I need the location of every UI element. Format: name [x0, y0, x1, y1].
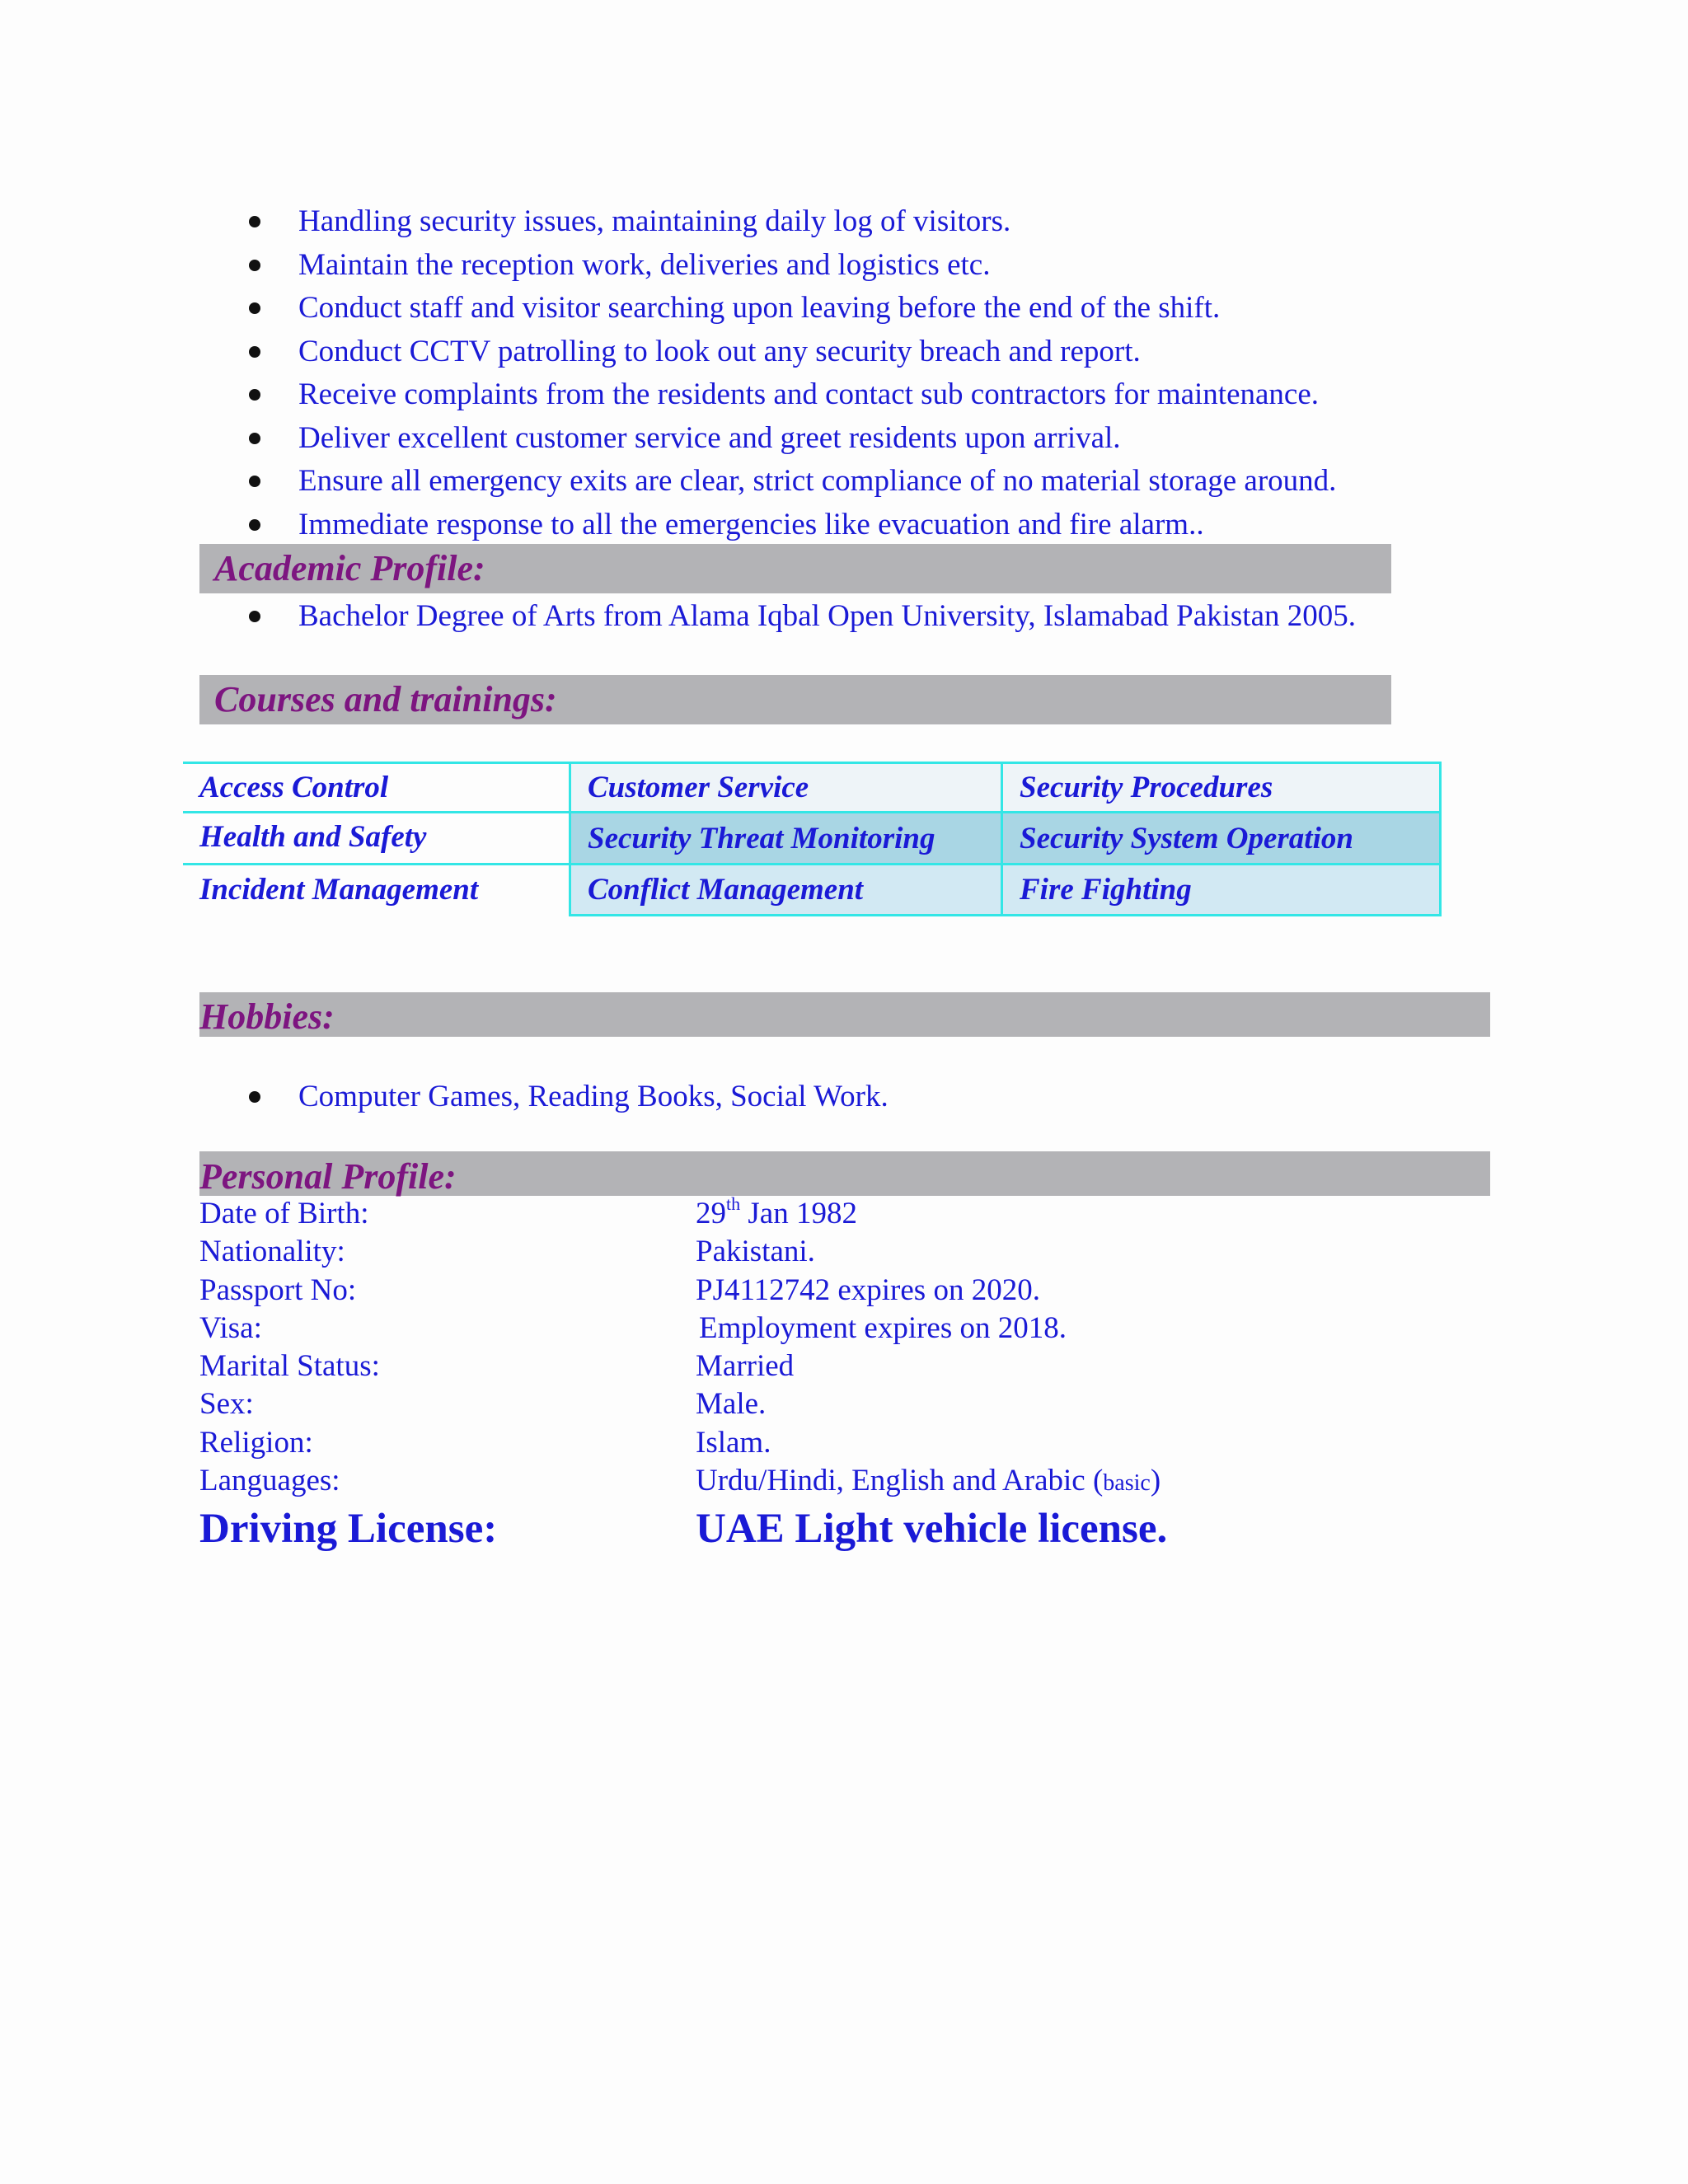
course-label: Security Threat Monitoring	[588, 821, 935, 855]
languages-note: basic	[1103, 1470, 1151, 1497]
academic-heading-text: Academic Profile:	[214, 548, 485, 588]
academic-list	[0, 595, 1356, 639]
bullet-icon	[249, 519, 260, 531]
personal-profile-details	[199, 1195, 1518, 1558]
marital-row	[199, 1347, 1518, 1385]
dob-row	[199, 1195, 1518, 1233]
religion-row	[199, 1424, 1518, 1462]
list-item-text: Maintain the reception work, deliveries and logistics etc.	[298, 247, 991, 282]
course-cell	[569, 762, 1003, 813]
course-label: Conflict Management	[588, 873, 864, 907]
nationality-row	[199, 1233, 1518, 1271]
list-item	[0, 287, 1336, 330]
course-label: Customer Service	[588, 771, 809, 804]
languages-label: Languages:	[199, 1464, 340, 1498]
course-cell	[183, 811, 569, 865]
academic-profile-heading	[199, 544, 1391, 593]
course-label: Incident Management	[199, 873, 479, 907]
bullet-icon	[249, 611, 260, 622]
list-item-text: Immediate response to all the emergencies like evacuation and fire alarm..	[298, 507, 1204, 541]
list-item	[0, 330, 1336, 374]
passport-row	[199, 1272, 1518, 1310]
list-item-text: Computer Games, Reading Books, Social Work.	[298, 1080, 889, 1113]
license-label: Driving License:	[199, 1506, 498, 1553]
languages-value	[696, 1462, 1160, 1502]
visa-label: Visa:	[199, 1310, 262, 1345]
list-item	[0, 595, 1356, 639]
religion-value: Islam.	[696, 1425, 771, 1460]
dob-rest: Jan 1982	[740, 1197, 857, 1230]
list-item	[0, 504, 1336, 547]
list-item	[0, 373, 1336, 417]
course-label: Fire Fighting	[1020, 873, 1192, 907]
bullet-icon	[249, 260, 260, 271]
list-item	[0, 200, 1336, 244]
bullet-icon	[249, 1091, 260, 1103]
hobbies-list	[0, 1076, 889, 1119]
bullet-icon	[249, 216, 260, 227]
sex-label: Sex:	[199, 1387, 254, 1422]
dob-value	[696, 1195, 857, 1233]
dob-suffix: th	[726, 1193, 741, 1214]
marital-value: Married	[696, 1349, 795, 1384]
bullet-icon	[249, 346, 260, 358]
languages-row	[199, 1462, 1518, 1500]
license-row	[199, 1500, 1518, 1558]
course-cell	[1001, 811, 1442, 865]
list-item-text: Handling security issues, maintaining daily log of visitors.	[298, 204, 1011, 238]
list-item	[0, 244, 1336, 288]
course-label: Access Control	[199, 771, 389, 804]
list-item-text: Ensure all emergency exits are clear, strict compliance of no material storage around.	[298, 464, 1337, 498]
course-label: Health and Safety	[199, 820, 427, 854]
visa-row	[199, 1310, 1518, 1347]
list-item-text: Receive complaints from the residents and contact sub contractors for maintenance.	[298, 377, 1320, 411]
courses-heading-text: Courses and trainings:	[214, 679, 557, 719]
course-cell	[183, 762, 569, 813]
course-label: Security System Operation	[1020, 821, 1353, 855]
list-item	[0, 417, 1336, 461]
religion-label: Religion:	[199, 1425, 313, 1460]
marital-label: Marital Status:	[199, 1349, 380, 1384]
sex-value: Male.	[696, 1387, 767, 1422]
passport-label: Passport No:	[199, 1272, 357, 1307]
passport-value: PJ4112742 expires on 2020.	[696, 1272, 1040, 1307]
list-item-text: Deliver excellent customer service and greet residents upon arrival.	[298, 420, 1121, 455]
bullet-icon	[249, 302, 260, 314]
sex-row	[199, 1385, 1518, 1423]
course-cell	[1001, 863, 1442, 916]
course-cell	[569, 811, 1003, 865]
courses-heading	[199, 675, 1391, 724]
course-cell	[1001, 762, 1442, 813]
list-item	[0, 460, 1336, 504]
hobbies-heading	[199, 992, 1490, 1037]
nationality-value: Pakistani.	[696, 1235, 815, 1269]
dob-label: Date of Birth:	[199, 1197, 369, 1230]
nationality-label: Nationality:	[199, 1235, 345, 1269]
course-cell	[183, 863, 569, 916]
list-item-text: Conduct staff and visitor searching upon leaving before the end of the shift.	[298, 291, 1221, 325]
personal-profile-heading	[199, 1151, 1490, 1196]
duties-list	[0, 200, 1336, 546]
list-item-text: Bachelor Degree of Arts from Alama Iqbal Open University, Islamabad Pakistan 2005.	[298, 599, 1357, 633]
course-label: Security Procedures	[1020, 771, 1273, 804]
course-cell	[569, 863, 1003, 916]
dob-day: 29	[696, 1197, 726, 1230]
languages-text: Urdu/Hindi, English and Arabic (	[696, 1464, 1104, 1498]
license-value: UAE Light vehicle license.	[696, 1506, 1168, 1553]
list-item-text: Conduct CCTV patrolling to look out any security breach and report.	[298, 334, 1141, 368]
bullet-icon	[249, 389, 260, 401]
visa-value: Employment expires on 2018.	[699, 1310, 1067, 1345]
list-item	[0, 1076, 889, 1119]
languages-close: )	[1150, 1464, 1161, 1498]
bullet-icon	[249, 476, 260, 487]
personal-heading-text: Personal Profile:	[199, 1156, 457, 1197]
courses-table	[183, 762, 1442, 916]
bullet-icon	[249, 433, 260, 444]
hobbies-heading-text: Hobbies:	[199, 996, 335, 1037]
